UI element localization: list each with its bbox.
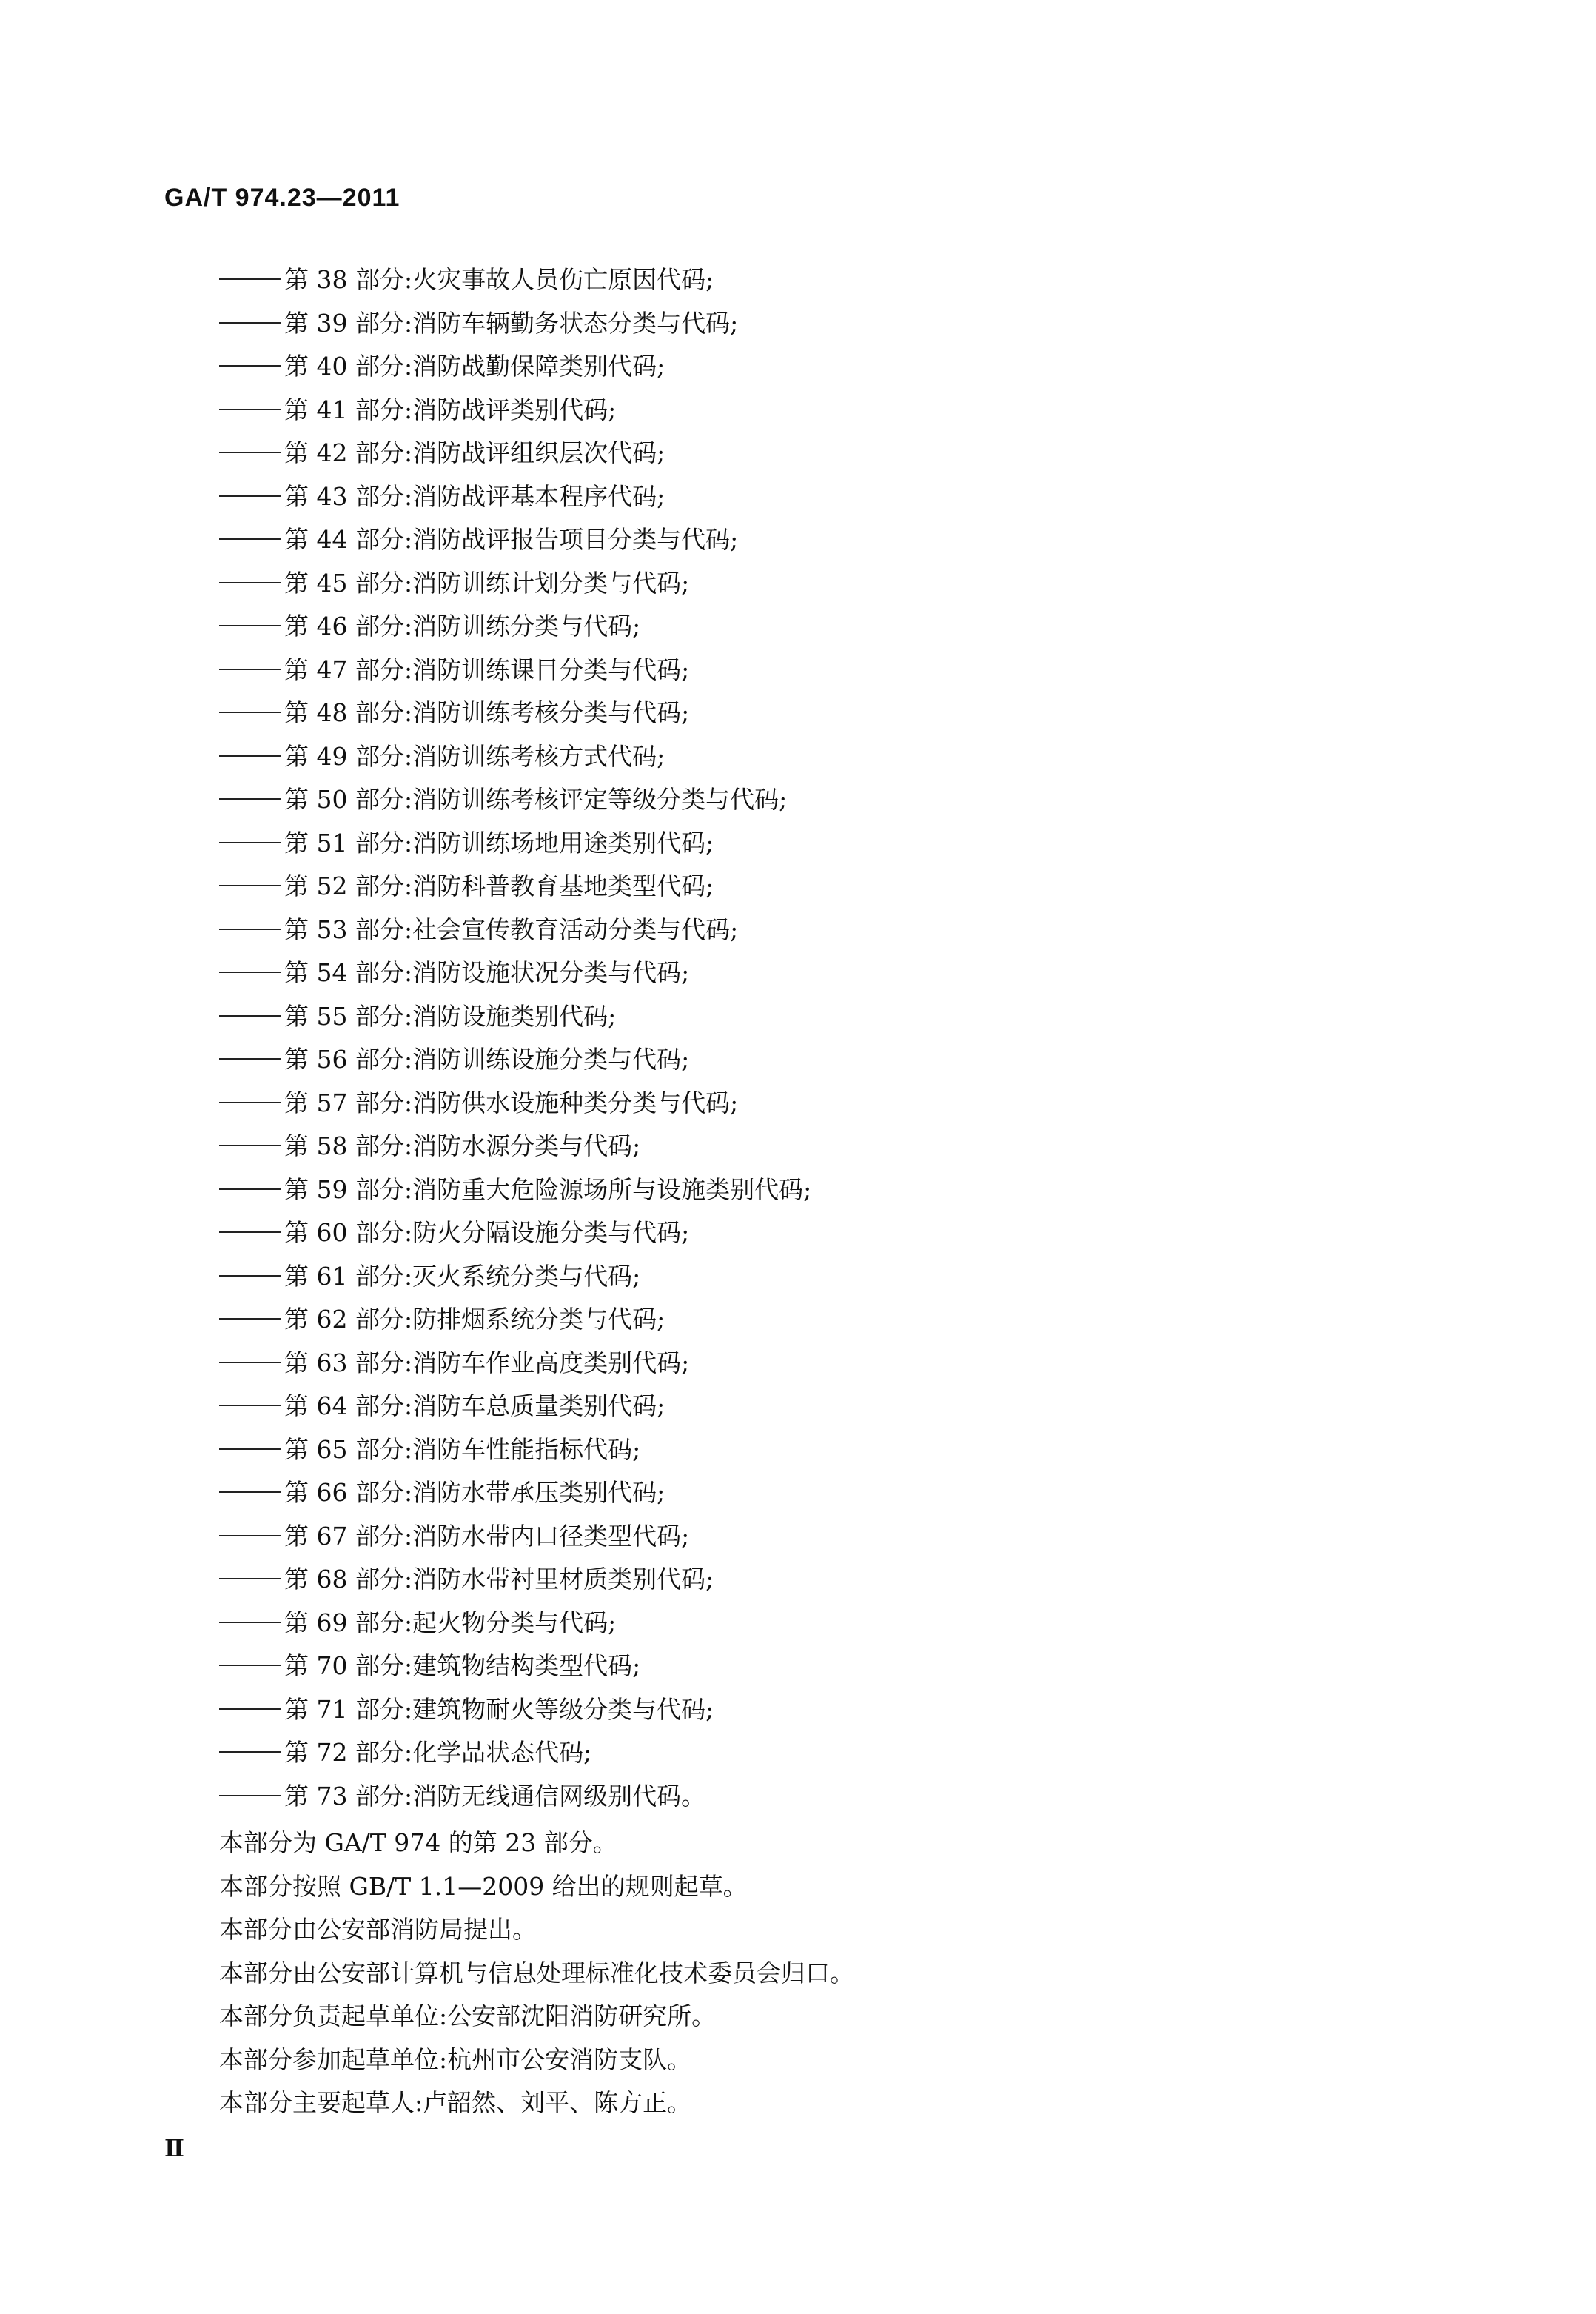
part-title: 火灾事故人员伤亡原因代码;	[412, 265, 714, 294]
part-list-item	[219, 1688, 811, 1732]
part-title: 消防设施类别代码;	[412, 1001, 617, 1031]
em-dash-marker	[219, 1102, 281, 1103]
part-number-label: 第 42 部分:	[284, 438, 413, 467]
part-list-item	[219, 649, 811, 692]
foreword-paragraph: 本部分为 GA/T 974 的第 23 部分。	[219, 1828, 617, 1857]
part-title: 消防训练计划分类与代码;	[412, 568, 690, 598]
part-number-label: 第 56 部分:	[284, 1045, 413, 1074]
part-number-label: 第 40 部分:	[284, 352, 413, 381]
em-dash-marker	[219, 625, 281, 626]
part-list-item	[219, 432, 811, 475]
part-number-label: 第 45 部分:	[284, 568, 413, 598]
part-list-item	[219, 345, 811, 389]
part-number-label: 第 50 部分:	[284, 785, 413, 814]
part-list-item	[219, 822, 811, 866]
part-title: 消防战评组织层次代码;	[412, 438, 665, 467]
part-title: 消防重大危险源场所与设施类别代码;	[412, 1174, 812, 1204]
em-dash-marker	[219, 1405, 281, 1406]
part-number-label: 第 51 部分:	[284, 828, 413, 857]
part-number-label: 第 55 部分:	[284, 1001, 413, 1031]
part-number-label: 第 38 部分:	[284, 265, 413, 294]
part-number-label: 第 66 部分:	[284, 1478, 413, 1507]
part-number-label: 第 58 部分:	[284, 1131, 413, 1160]
part-number-label: 第 63 部分:	[284, 1348, 413, 1377]
em-dash-marker	[219, 409, 281, 410]
part-title: 灭火系统分类与代码;	[412, 1261, 641, 1291]
part-list-item	[219, 952, 811, 995]
part-list-item	[219, 995, 811, 1039]
em-dash-marker	[219, 1318, 281, 1320]
em-dash-marker	[219, 972, 281, 973]
part-list-item	[219, 1255, 811, 1299]
em-dash-marker	[219, 1448, 281, 1450]
em-dash-marker	[219, 582, 281, 583]
part-title: 消防供水设施种类分类与代码;	[412, 1088, 739, 1117]
em-dash-marker	[219, 929, 281, 930]
part-list-item	[219, 302, 811, 346]
part-title: 社会宣传教育活动分类与代码;	[412, 914, 739, 944]
part-list-item	[219, 1038, 811, 1082]
em-dash-marker	[219, 278, 281, 280]
part-list-item	[219, 1211, 811, 1255]
em-dash-marker	[219, 1015, 281, 1017]
part-title: 消防战评报告项目分类与代码;	[412, 525, 739, 554]
part-title: 化学品状态代码;	[412, 1738, 592, 1767]
part-number-label: 第 57 部分:	[284, 1088, 413, 1117]
part-number-label: 第 67 部分:	[284, 1521, 413, 1551]
em-dash-marker	[219, 1362, 281, 1363]
part-number-label: 第 44 部分:	[284, 525, 413, 554]
part-list-item	[219, 562, 811, 606]
em-dash-marker	[219, 669, 281, 670]
foreword-paragraph: 本部分由公安部计算机与信息处理标准化技术委员会归口。	[219, 1958, 854, 1987]
part-number-label: 第 64 部分:	[284, 1391, 413, 1420]
part-title: 防排烟系统分类与代码;	[412, 1305, 665, 1334]
part-title: 消防训练考核评定等级分类与代码;	[412, 785, 788, 814]
em-dash-marker	[219, 365, 281, 367]
part-number-label: 第 62 部分:	[284, 1305, 413, 1334]
em-dash-marker	[219, 712, 281, 713]
part-number-label: 第 65 部分:	[284, 1434, 413, 1464]
foreword-paragraph: 本部分主要起草人:卢韶然、刘平、陈方正。	[219, 2088, 692, 2117]
em-dash-marker	[219, 322, 281, 324]
part-number-label: 第 53 部分:	[284, 914, 413, 944]
em-dash-marker	[219, 1188, 281, 1190]
standard-number-header: GA/T 974.23—2011	[164, 184, 400, 212]
part-number-label: 第 71 部分:	[284, 1694, 413, 1724]
em-dash-marker	[219, 885, 281, 886]
em-dash-marker	[219, 1535, 281, 1536]
part-title: 消防战勤保障类别代码;	[412, 352, 665, 381]
part-number-label: 第 61 部分:	[284, 1261, 413, 1291]
part-list-item	[219, 778, 811, 822]
em-dash-marker	[219, 1622, 281, 1623]
part-title: 消防无线通信网级别代码。	[412, 1781, 706, 1810]
part-title: 消防训练课目分类与代码;	[412, 655, 690, 684]
part-list-item	[219, 1125, 811, 1168]
em-dash-marker	[219, 1275, 281, 1277]
em-dash-marker	[219, 1231, 281, 1233]
part-title: 消防设施状况分类与代码;	[412, 958, 690, 987]
em-dash-marker	[219, 1145, 281, 1146]
foreword-notes	[219, 1822, 854, 2125]
part-list-item	[219, 735, 811, 779]
part-list-item	[219, 1471, 811, 1515]
part-title: 消防水带衬里材质类别代码;	[412, 1565, 714, 1594]
part-title: 消防车总质量类别代码;	[412, 1391, 665, 1420]
part-title: 消防训练场地用途类别代码;	[412, 828, 714, 857]
part-list-item	[219, 1602, 811, 1645]
part-title: 建筑物耐火等级分类与代码;	[412, 1694, 714, 1724]
em-dash-marker	[219, 798, 281, 800]
part-number-label: 第 70 部分:	[284, 1651, 413, 1680]
part-list-item	[219, 1298, 811, 1342]
part-title: 消防训练设施分类与代码;	[412, 1045, 690, 1074]
em-dash-marker	[219, 452, 281, 453]
part-title: 消防水带内口径类型代码;	[412, 1521, 690, 1551]
part-title: 消防训练分类与代码;	[412, 612, 641, 641]
foreword-paragraph: 本部分由公安部消防局提出。	[219, 1915, 537, 1944]
part-list-item	[219, 1168, 811, 1212]
part-title: 消防科普教育基地类型代码;	[412, 872, 714, 900]
part-number-label: 第 43 部分:	[284, 481, 413, 511]
part-list-item	[219, 518, 811, 562]
em-dash-marker	[219, 1795, 281, 1796]
part-number-label: 第 54 部分:	[284, 958, 413, 987]
em-dash-marker	[219, 755, 281, 757]
part-list-item	[219, 1558, 811, 1602]
part-number-label: 第 72 部分:	[284, 1738, 413, 1767]
part-number-label: 第 52 部分:	[284, 872, 413, 900]
part-list-item	[219, 909, 811, 952]
part-title: 消防车作业高度类别代码;	[412, 1348, 690, 1377]
part-number-label: 第 59 部分:	[284, 1174, 413, 1204]
part-title: 消防车性能指标代码;	[412, 1434, 641, 1464]
part-number-label: 第 47 部分:	[284, 655, 413, 684]
part-list-item	[219, 475, 811, 519]
part-list-item	[219, 605, 811, 649]
part-title: 消防水源分类与代码;	[412, 1131, 641, 1160]
em-dash-marker	[219, 842, 281, 843]
part-title: 消防车辆勤务状态分类与代码;	[412, 308, 739, 338]
part-number-label: 第 68 部分:	[284, 1565, 413, 1594]
part-list-item	[219, 1342, 811, 1385]
part-list-item	[219, 258, 811, 302]
part-number-label: 第 60 部分:	[284, 1218, 413, 1247]
em-dash-marker	[219, 1058, 281, 1060]
part-title: 消防战评类别代码;	[412, 395, 617, 424]
part-list-item	[219, 865, 811, 909]
parts-list	[219, 258, 811, 1818]
em-dash-marker	[219, 1491, 281, 1493]
foreword-paragraph: 本部分负责起草单位:公安部沈阳消防研究所。	[219, 2002, 717, 2030]
part-number-label: 第 73 部分:	[284, 1781, 413, 1810]
part-list-item	[219, 1082, 811, 1126]
em-dash-marker	[219, 495, 281, 497]
em-dash-marker	[219, 1665, 281, 1666]
part-list-item	[219, 389, 811, 432]
part-list-item	[219, 1731, 811, 1775]
em-dash-marker	[219, 1751, 281, 1753]
part-title: 起火物分类与代码;	[412, 1608, 617, 1637]
part-number-label: 第 48 部分:	[284, 698, 413, 727]
em-dash-marker	[219, 538, 281, 540]
part-list-item	[219, 1515, 811, 1559]
part-number-label: 第 49 部分:	[284, 741, 413, 771]
em-dash-marker	[219, 1708, 281, 1710]
part-number-label: 第 39 部分:	[284, 308, 413, 338]
part-number-label: 第 41 部分:	[284, 395, 413, 424]
foreword-paragraph: 本部分按照 GB/T 1.1—2009 给出的规则起草。	[219, 1871, 748, 1901]
part-list-item	[219, 1428, 811, 1472]
part-title: 消防训练考核分类与代码;	[412, 698, 690, 727]
part-title: 建筑物结构类型代码;	[412, 1651, 641, 1680]
part-number-label: 第 69 部分:	[284, 1608, 413, 1637]
part-list-item	[219, 1385, 811, 1428]
foreword-paragraph: 本部分参加起草单位:杭州市公安消防支队。	[219, 2044, 692, 2074]
em-dash-marker	[219, 1578, 281, 1579]
part-list-item	[219, 1645, 811, 1688]
part-list-item	[219, 1775, 811, 1819]
part-title: 消防训练考核方式代码;	[412, 741, 665, 771]
part-title: 防火分隔设施分类与代码;	[412, 1218, 690, 1247]
part-list-item	[219, 692, 811, 735]
part-title: 消防水带承压类别代码;	[412, 1478, 665, 1507]
part-title: 消防战评基本程序代码;	[412, 481, 665, 511]
page-number: Ⅱ	[164, 2134, 184, 2162]
part-number-label: 第 46 部分:	[284, 612, 413, 641]
